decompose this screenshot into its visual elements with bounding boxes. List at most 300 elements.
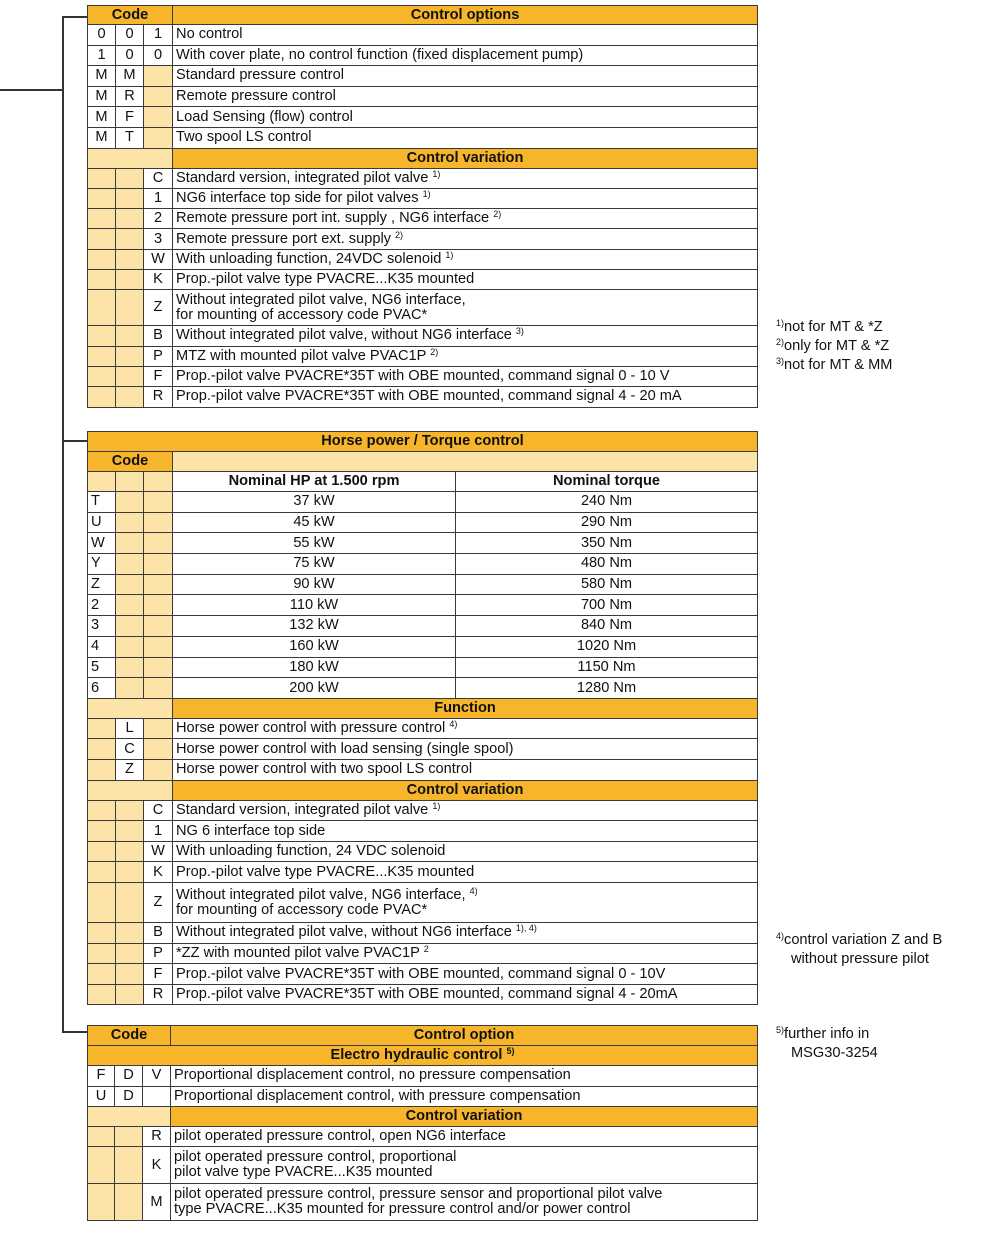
code-cell-empty xyxy=(88,923,116,944)
power-row xyxy=(88,636,758,657)
description-text: MTZ with mounted pilot valve PVAC1P xyxy=(176,347,427,364)
title-row xyxy=(88,432,758,452)
variation-code: K xyxy=(144,270,173,290)
option-row xyxy=(88,1086,758,1107)
code-cell: 0 xyxy=(116,25,144,46)
code-cell-empty xyxy=(88,249,116,269)
code-cell-empty xyxy=(88,800,116,821)
variation-code: F xyxy=(144,366,173,386)
function-row xyxy=(88,718,758,739)
description-text: Remote pressure port int. supply , NG6 interface xyxy=(176,210,490,227)
code-cell-empty xyxy=(116,554,144,575)
description-text-line2: pilot valve type PVACRE...K35 mounted xyxy=(174,1164,433,1180)
code-cell-empty xyxy=(144,512,173,533)
electro-hydraulic-title: Electro hydraulic control xyxy=(330,1047,503,1063)
power-row xyxy=(88,678,758,699)
code-cell-empty xyxy=(116,574,144,595)
code-cell-empty xyxy=(116,209,144,229)
code-cell-empty xyxy=(144,554,173,575)
code-cell-empty xyxy=(116,821,144,842)
code-cell-empty xyxy=(116,964,144,985)
nominal-torque-value: 700 Nm xyxy=(456,595,758,616)
code-cell-empty xyxy=(116,229,144,249)
variation-row xyxy=(88,923,758,944)
description-text: With unloading function, 24VDC solenoid xyxy=(176,250,442,267)
code-cell-empty xyxy=(144,533,173,554)
code-cell-empty xyxy=(88,718,116,739)
description-text: With unloading function, 24 VDC solenoid xyxy=(176,843,446,860)
variation-description xyxy=(173,168,758,188)
code-cell-empty xyxy=(88,148,173,168)
variation-description xyxy=(171,1127,758,1147)
variation-code: C xyxy=(144,168,173,188)
code-cell-empty xyxy=(116,472,144,492)
control-option-header: Control option xyxy=(171,1026,758,1046)
option-description: Two spool LS control xyxy=(173,127,758,148)
power-code: 5 xyxy=(88,657,116,678)
code-cell-empty xyxy=(144,678,173,699)
description-text: Prop.-pilot valve PVACRE*35T with OBE mounted, command signal 4 - 20 mA xyxy=(176,388,682,405)
header-row xyxy=(88,6,758,25)
variation-row xyxy=(88,943,758,964)
power-code: Y xyxy=(88,554,116,575)
code-cell: D xyxy=(115,1066,143,1087)
variation-row xyxy=(88,290,758,326)
description-text: pilot operated pressure control, proportional xyxy=(174,1149,457,1165)
code-cell-empty xyxy=(88,387,116,407)
description-text-line2: for mounting of accessory code PVAC* xyxy=(176,306,428,323)
code-cell-empty xyxy=(116,366,144,386)
footnote-3: $^{3)}$not for MT & MM xyxy=(776,356,893,373)
bracket-bottom-tick xyxy=(62,1031,88,1033)
control-variation-header: Control variation xyxy=(171,1107,758,1127)
code-cell-empty xyxy=(88,168,116,188)
variation-row xyxy=(88,326,758,346)
code-cell-empty xyxy=(115,1127,143,1147)
variation-row xyxy=(88,800,758,821)
nominal-hp-value: 110 kW xyxy=(173,595,456,616)
code-cell xyxy=(144,107,173,128)
subheader-row xyxy=(88,780,758,800)
option-row xyxy=(88,86,758,107)
nominal-hp-value: 45 kW xyxy=(173,512,456,533)
subheader-row xyxy=(88,698,758,718)
option-row xyxy=(88,1066,758,1087)
bracket-middle-tick xyxy=(62,440,88,442)
code-cell: 1 xyxy=(88,45,116,66)
variation-code: 2 xyxy=(144,209,173,229)
code-cell-empty xyxy=(144,595,173,616)
code-cell: T xyxy=(116,127,144,148)
footnote-ref: 2) xyxy=(493,209,502,220)
bracket-top-tick xyxy=(62,16,88,18)
control-options-table xyxy=(87,5,758,408)
description-text-line2: type PVACRE...K35 mounted for pressure control and/or power control xyxy=(174,1201,631,1217)
code-cell: V xyxy=(143,1066,171,1087)
code-cell-empty xyxy=(88,1147,115,1184)
control-options-header: Control options xyxy=(173,6,758,25)
variation-code: B xyxy=(144,326,173,346)
horse-power-torque-title: Horse power / Torque control xyxy=(88,432,758,452)
code-cell: 0 xyxy=(144,45,173,66)
code-cell-empty xyxy=(116,290,144,326)
variation-description xyxy=(173,923,758,944)
variation-code: M xyxy=(143,1184,171,1221)
nominal-torque-value: 1150 Nm xyxy=(456,657,758,678)
header-row xyxy=(88,1026,758,1046)
footnote-5: $^{5)}$further info in MSG30-3254 xyxy=(776,1025,878,1061)
description-text: pilot operated pressure control, pressure sensor and proportional pilot valve xyxy=(174,1186,663,1202)
control-variation-header: Control variation xyxy=(173,780,758,800)
variation-row xyxy=(88,270,758,290)
code-cell xyxy=(144,86,173,107)
code-cell: R xyxy=(116,86,144,107)
power-row xyxy=(88,533,758,554)
variation-code: P xyxy=(144,346,173,366)
code-cell: F xyxy=(116,107,144,128)
power-code: 2 xyxy=(88,595,116,616)
code-cell-empty xyxy=(116,678,144,699)
column-header-hp: Nominal HP at 1.500 rpm xyxy=(173,472,456,492)
code-cell-empty xyxy=(88,1127,115,1147)
code-cell-empty xyxy=(116,270,144,290)
variation-description xyxy=(173,943,758,964)
footnote-ref: 5) xyxy=(506,1046,515,1056)
variation-row xyxy=(88,387,758,407)
variation-code: Z xyxy=(144,290,173,326)
electro-hydraulic-header xyxy=(88,1046,758,1066)
description-text: Prop.-pilot valve type PVACRE...K35 mounted xyxy=(176,271,475,288)
power-code: W xyxy=(88,533,116,554)
code-cell: 0 xyxy=(116,45,144,66)
footnote-ref: 2) xyxy=(395,229,404,240)
code-cell-empty xyxy=(88,760,116,781)
code-cell-empty xyxy=(144,574,173,595)
nominal-torque-value: 840 Nm xyxy=(456,616,758,637)
footnote-ref: 1), 4) xyxy=(515,923,537,934)
option-row xyxy=(88,66,758,87)
option-description: Standard pressure control xyxy=(173,66,758,87)
description-text-line2: for mounting of accessory code PVAC* xyxy=(176,901,428,918)
variation-code: C xyxy=(144,800,173,821)
code-cell-empty xyxy=(88,270,116,290)
variation-row xyxy=(88,984,758,1005)
code-cell-empty xyxy=(88,984,116,1005)
power-row xyxy=(88,595,758,616)
footnote-ref: 4) xyxy=(469,885,478,896)
variation-code: P xyxy=(144,943,173,964)
power-code: 4 xyxy=(88,636,116,657)
description-text: NG 6 interface top side xyxy=(176,822,326,839)
code-cell-empty xyxy=(88,290,116,326)
code-cell-empty xyxy=(116,492,144,513)
code-cell: F xyxy=(88,1066,115,1087)
code-header: Code xyxy=(88,1026,171,1046)
code-cell: M xyxy=(88,127,116,148)
code-header: Code xyxy=(88,452,173,472)
code-cell-empty xyxy=(116,533,144,554)
variation-row xyxy=(88,1127,758,1147)
description-text: Prop.-pilot valve PVACRE*35T with OBE mounted, command signal 0 - 10V xyxy=(176,965,666,982)
power-row xyxy=(88,574,758,595)
footnote-ref: 4) xyxy=(449,719,458,730)
code-cell-empty xyxy=(116,387,144,407)
horse-power-torque-table xyxy=(87,431,758,1005)
variation-description xyxy=(173,249,758,269)
nominal-torque-value: 290 Nm xyxy=(456,512,758,533)
variation-description xyxy=(171,1147,758,1184)
nominal-torque-value: 580 Nm xyxy=(456,574,758,595)
power-row xyxy=(88,554,758,575)
function-row xyxy=(88,739,758,760)
variation-code: W xyxy=(144,249,173,269)
code-cell-empty xyxy=(115,1147,143,1184)
footnote-2: $^{2)}$only for MT & *Z xyxy=(776,337,890,354)
code-cell: M xyxy=(88,86,116,107)
variation-code: K xyxy=(143,1147,171,1184)
code-cell-empty xyxy=(88,346,116,366)
footnotes-group-1 xyxy=(776,318,892,375)
control-variation-header: Control variation xyxy=(173,148,758,168)
code-cell-empty xyxy=(116,346,144,366)
variation-code: 3 xyxy=(144,229,173,249)
variation-code: F xyxy=(144,964,173,985)
variation-row xyxy=(88,209,758,229)
code-cell-empty xyxy=(116,800,144,821)
code-cell-empty xyxy=(144,472,173,492)
function-header: Function xyxy=(173,698,758,718)
code-cell-empty xyxy=(88,943,116,964)
description-text: Standard version, integrated pilot valve xyxy=(176,169,429,186)
option-description: Proportional displacement control, no pressure compensation xyxy=(171,1066,758,1087)
description-text: Standard version, integrated pilot valve xyxy=(176,801,429,818)
description-text: pilot operated pressure control, open NG6 interface xyxy=(174,1128,506,1144)
power-code: 6 xyxy=(88,678,116,699)
code-cell-empty xyxy=(116,984,144,1005)
option-description: No control xyxy=(173,25,758,46)
code-cell: D xyxy=(115,1086,143,1107)
code-cell-empty xyxy=(88,841,116,862)
power-row xyxy=(88,616,758,637)
variation-row xyxy=(88,883,758,923)
nominal-hp-value: 75 kW xyxy=(173,554,456,575)
footnote-4: $^{4)}$control variation Z and B without pressure pilot xyxy=(776,931,943,967)
option-row xyxy=(88,25,758,46)
electro-hydraulic-control-table xyxy=(87,1025,758,1221)
description-text: Without integrated pilot valve, without NG6 interface xyxy=(176,924,512,941)
subheader-row xyxy=(88,148,758,168)
variation-description xyxy=(173,290,758,326)
option-description: Load Sensing (flow) control xyxy=(173,107,758,128)
code-cell-empty xyxy=(144,739,173,760)
power-row xyxy=(88,512,758,533)
code-cell-empty xyxy=(116,943,144,964)
variation-code: B xyxy=(144,923,173,944)
nominal-hp-value: 37 kW xyxy=(173,492,456,513)
variation-code: K xyxy=(144,862,173,883)
code-cell-empty xyxy=(116,326,144,346)
footnote-1: $^{1)}$not for MT & *Z xyxy=(776,318,883,335)
variation-row xyxy=(88,1147,758,1184)
code-cell: 1 xyxy=(144,25,173,46)
variation-description xyxy=(173,841,758,862)
code-cell: U xyxy=(88,1086,115,1107)
variation-code: 1 xyxy=(144,821,173,842)
variation-description xyxy=(173,188,758,208)
variation-description xyxy=(173,964,758,985)
variation-code: 1 xyxy=(144,188,173,208)
option-description: With cover plate, no control function (fixed displacement pump) xyxy=(173,45,758,66)
code-cell-empty xyxy=(88,229,116,249)
code-cell: 0 xyxy=(88,25,116,46)
variation-row xyxy=(88,1184,758,1221)
footnote-ref: 2 xyxy=(423,943,429,954)
variation-description xyxy=(173,229,758,249)
code-cell-empty xyxy=(116,616,144,637)
bracket-vertical-line xyxy=(62,16,64,1032)
function-code: Z xyxy=(116,760,144,781)
nominal-hp-value: 90 kW xyxy=(173,574,456,595)
variation-row xyxy=(88,821,758,842)
function-description xyxy=(173,760,758,781)
power-code: Z xyxy=(88,574,116,595)
option-row xyxy=(88,127,758,148)
variation-row xyxy=(88,862,758,883)
nominal-torque-value: 1020 Nm xyxy=(456,636,758,657)
variation-description xyxy=(173,387,758,407)
code-cell-empty xyxy=(116,862,144,883)
variation-row xyxy=(88,168,758,188)
variation-row xyxy=(88,249,758,269)
description-text: NG6 interface top side for pilot valves xyxy=(176,190,419,206)
variation-row xyxy=(88,229,758,249)
power-row xyxy=(88,657,758,678)
variation-description xyxy=(173,346,758,366)
description-text: Without integrated pilot valve, without NG6 interface xyxy=(176,327,512,344)
variation-description xyxy=(173,326,758,346)
variation-row xyxy=(88,188,758,208)
variation-description xyxy=(173,209,758,229)
code-cell-empty xyxy=(88,698,173,718)
variation-row xyxy=(88,964,758,985)
option-row xyxy=(88,107,758,128)
nominal-hp-value: 180 kW xyxy=(173,657,456,678)
code-cell: M xyxy=(88,66,116,87)
option-description: Remote pressure control xyxy=(173,86,758,107)
code-cell-empty xyxy=(116,512,144,533)
code-cell-empty xyxy=(88,188,116,208)
code-cell-empty xyxy=(116,923,144,944)
nominal-torque-value: 350 Nm xyxy=(456,533,758,554)
code-cell-empty xyxy=(88,326,116,346)
nominal-torque-value: 480 Nm xyxy=(456,554,758,575)
function-code: L xyxy=(116,718,144,739)
subheader-row xyxy=(88,1107,758,1127)
code-cell-empty xyxy=(116,636,144,657)
title-row xyxy=(88,1046,758,1066)
code-cell xyxy=(144,127,173,148)
code-cell-empty xyxy=(116,168,144,188)
bracket-left-branch xyxy=(0,89,63,91)
nominal-hp-value: 55 kW xyxy=(173,533,456,554)
variation-description xyxy=(173,800,758,821)
column-header-row xyxy=(88,472,758,492)
code-cell-empty xyxy=(88,739,116,760)
description-text: Horse power control with pressure control xyxy=(176,720,446,737)
footnote-ref: 1) xyxy=(432,800,441,811)
code-cell-empty xyxy=(116,657,144,678)
power-code: U xyxy=(88,512,116,533)
footnote-ref: 3) xyxy=(515,326,524,337)
function-description xyxy=(173,739,758,760)
code-cell-empty xyxy=(116,883,144,923)
code-cell-empty xyxy=(116,841,144,862)
variation-code: W xyxy=(144,841,173,862)
variation-description xyxy=(173,270,758,290)
variation-row xyxy=(88,841,758,862)
description-text: Without integrated pilot valve, NG6 interface, xyxy=(176,886,466,903)
code-cell-empty xyxy=(144,657,173,678)
column-header-torque: Nominal torque xyxy=(456,472,758,492)
code-cell-empty xyxy=(88,862,116,883)
code-cell-empty xyxy=(88,366,116,386)
code-cell-empty xyxy=(88,472,116,492)
code-cell-empty xyxy=(144,616,173,637)
description-text: Horse power control with load sensing (single spool) xyxy=(176,740,514,757)
code-cell-empty xyxy=(144,636,173,657)
description-text: Remote pressure port ext. supply xyxy=(176,230,391,247)
description-text: Without integrated pilot valve, NG6 interface, xyxy=(176,291,466,308)
footnote-ref: 1) xyxy=(445,249,454,260)
footnote-ref: 1) xyxy=(422,189,431,199)
code-cell: M xyxy=(88,107,116,128)
code-header: Code xyxy=(88,6,173,25)
variation-description xyxy=(173,821,758,842)
power-row xyxy=(88,492,758,513)
code-cell-empty xyxy=(88,1184,115,1221)
function-row xyxy=(88,760,758,781)
variation-code: R xyxy=(144,387,173,407)
variation-row xyxy=(88,366,758,386)
code-cell-empty xyxy=(88,883,116,923)
code-cell-empty xyxy=(88,780,173,800)
nominal-torque-value: 1280 Nm xyxy=(456,678,758,699)
header-row xyxy=(88,452,758,472)
code-cell-empty xyxy=(88,821,116,842)
header-empty xyxy=(173,452,758,472)
function-description xyxy=(173,718,758,739)
option-description: Proportional displacement control, with pressure compensation xyxy=(171,1086,758,1107)
variation-description xyxy=(173,862,758,883)
description-text: Prop.-pilot valve PVACRE*35T with OBE mounted, command signal 0 - 10 V xyxy=(176,368,670,385)
code-cell-empty xyxy=(88,964,116,985)
variation-description xyxy=(171,1184,758,1221)
nominal-hp-value: 160 kW xyxy=(173,636,456,657)
nominal-hp-value: 200 kW xyxy=(173,678,456,699)
code-cell-empty xyxy=(115,1184,143,1221)
option-row xyxy=(88,45,758,66)
variation-description xyxy=(173,883,758,923)
variation-description xyxy=(173,366,758,386)
code-cell-empty xyxy=(88,1107,171,1127)
function-code: C xyxy=(116,739,144,760)
code-cell-empty xyxy=(144,760,173,781)
footnote-ref: 1) xyxy=(432,168,441,179)
variation-code: Z xyxy=(144,883,173,923)
code-cell: M xyxy=(116,66,144,87)
nominal-torque-value: 240 Nm xyxy=(456,492,758,513)
code-cell xyxy=(144,66,173,87)
